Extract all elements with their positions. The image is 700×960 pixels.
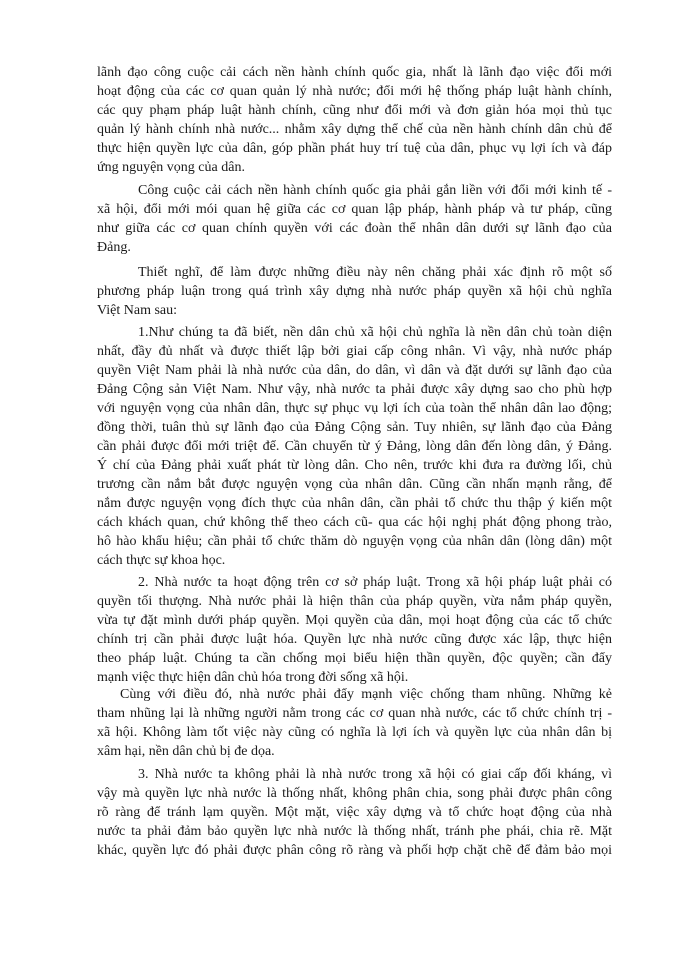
text-line: hoạt động của các cơ quan quản lý nhà nước; đổi mới hệ thống pháp luật hành chính, <box>97 84 612 99</box>
text-line: Đảng. <box>97 240 131 255</box>
paragraph-administrative-reform <box>97 181 612 257</box>
paragraph-continuation <box>97 63 612 177</box>
text-line: Ý chí của Đảng phải xuất phát từ lòng dân. Cho nên, trước khi đưa ra đường lối, chủ <box>97 458 612 473</box>
text-line: ứng nguyện vọng của dân. <box>97 160 245 175</box>
text-line: trương cần nắm bắt được nguyện vọng của nhân dân. Cũng cần nhấn mạnh rằng, để <box>97 477 612 492</box>
text-line: quản lý hành chính nhà nước... nhằm xây dựng thể chế của nền hành chính dân chủ để <box>97 122 612 137</box>
text-line: rõ ràng để tránh lạm quyền. Một mặt, việc xây dựng và tổ chức hoạt động của nhà <box>97 805 612 820</box>
text-line: lãnh đạo công cuộc cải cách nền hành chính quốc gia, nhất là lãnh đạo việc đổi mới <box>97 65 612 80</box>
text-line: với nguyện vọng của nhân dân, thực sự phục vụ lợi ích của toàn thể nhân dân lao động; <box>97 401 612 416</box>
text-line: quyền tối thượng. Nhà nước phải là hiện thân của pháp quyền, vừa nắm pháp quyền, <box>97 594 612 609</box>
text-line: chính trị cần phải được luật hóa. Quyền lực nhà nước cũng được xác lập, thực hiện <box>97 632 612 647</box>
text-line: cách thực sự khoa học. <box>97 553 226 568</box>
text-line: vậy mà quyền lực nhà nước là thống nhất, không phân chia, song phải được phân công <box>97 786 612 801</box>
text-line: 3. Nhà nước ta không phải là nhà nước trong xã hội có giai cấp đối kháng, vì <box>138 767 612 782</box>
text-line: xã hội. Không làm tốt việc này cũng có nghĩa là lợi ích và quyền lực của nhân dân bị <box>97 725 612 740</box>
text-line: mạnh việc thực hiện dân chủ hóa trong đời sống xã hội. <box>97 670 409 685</box>
text-line: khác, quyền lực đó phải được phân công rõ ràng và phối hợp chặt chẽ để đảm bảo mọi <box>97 843 612 858</box>
text-line: Công cuộc cải cách nền hành chính quốc gia phải gắn liền với đổi mới kinh tế - <box>138 183 612 198</box>
text-line: hô hào khẩu hiệu; cần phải tổ chức thăm dò nguyện vọng của nhân dân (lòng dân) một <box>97 534 612 549</box>
text-line: Cùng với điều đó, nhà nước phải đẩy mạnh việc chống tham nhũng. Những kẻ <box>120 687 612 702</box>
text-line: Việt Nam sau: <box>97 303 178 318</box>
text-line: nắm được nguyện vọng đích thực của nhân dân, cần phải tổ chức thu thập ý kiến một <box>97 496 612 511</box>
text-line: 1.Như chúng ta đã biết, nền dân chủ xã hội chủ nghĩa là nền dân chủ toàn diện <box>138 325 612 340</box>
text-line: nhất, đầy đủ nhất và được thiết lập bởi giai cấp công nhân. Vì vậy, nhà nước pháp <box>97 344 612 359</box>
paragraph-point-1 <box>97 323 612 570</box>
text-line: nước ta phải đảm bảo quyền lực nhà nước là thống nhất, tránh phe phái, chia rẽ. Mặt <box>97 824 612 839</box>
text-line: thực hiện quyền lực của dân, góp phần phát huy trí tuệ của dân, phục vụ lợi ích và đáp <box>97 141 612 156</box>
text-line: đồng thời, tuân thủ sự lãnh đạo của Đảng Cộng sản. Tuy nhiên, sự lãnh đạo của Đảng <box>97 420 612 435</box>
paragraph-anti-corruption <box>97 685 612 761</box>
text-line: các quy phạm pháp luật hành chính, cũng như đổi mới và đơn giản hóa mọi thủ tục <box>97 103 612 118</box>
text-line: phương pháp luận trong quá trình xây dựng nhà nước pháp quyền xã hội chủ nghĩa <box>97 284 612 299</box>
text-line: theo pháp luật. Chúng ta cần chống mọi biểu hiện thần quyền, độc quyền; cần đẩy <box>97 651 612 666</box>
text-line: cần phải được đổi mới triệt để. Cần chuyển từ ý Đảng, lòng dân đến lòng dân, ý Đảng. <box>97 439 612 454</box>
text-line: vừa tự đặt mình dưới pháp quyền. Mọi quyền của dân, mọi hoạt động của các tổ chức <box>97 613 612 628</box>
text-line: Thiết nghĩ, để làm được những điều này nên chăng phải xác định rõ một số <box>138 265 612 280</box>
paragraph-methodology-intro <box>97 263 612 320</box>
text-line: xâm hại, nền dân chủ bị đe dọa. <box>97 744 275 759</box>
paragraph-point-3 <box>97 765 612 860</box>
text-line: xã hội, đổi mới mói quan hệ giữa các cơ quan lập pháp, hành pháp và tư pháp, cũng <box>97 202 612 217</box>
paragraph-point-2 <box>97 573 612 687</box>
text-line: Đảng Cộng sản Việt Nam. Như vậy, nhà nước ta phải được xây dựng sao cho phù hợp <box>97 382 612 397</box>
text-line: 2. Nhà nước ta hoạt động trên cơ sở pháp luật. Trong xã hội pháp luật phải có <box>138 575 612 590</box>
text-line: quyền Việt Nam phải là nhà nước của dân, do dân, vì dân và đặt dưới sự lãnh đạo của <box>97 363 612 378</box>
text-line: cách khách quan, chứ không thể theo cách cũ- qua các hội nghị phát động phong trào, <box>97 515 612 530</box>
text-line: tham nhũng lại là những người nằm trong các cơ quan nhà nước, các tổ chức chính trị - <box>97 706 612 721</box>
text-line: như giữa các cơ quan chính quyền với các đoàn thể nhân dân dưới sự lãnh đạo của <box>97 221 612 236</box>
